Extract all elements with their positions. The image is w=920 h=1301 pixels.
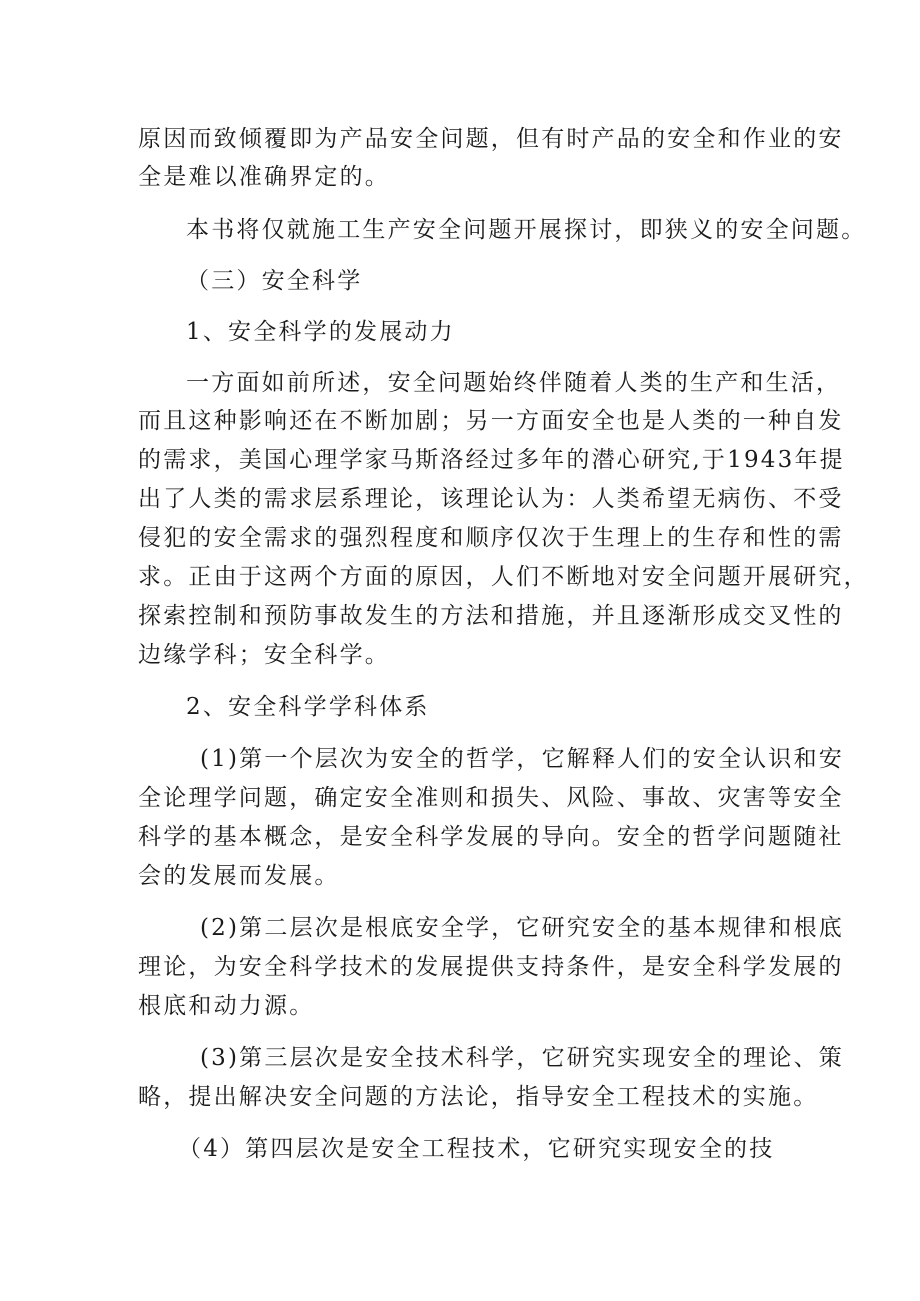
text-line: （4）第四层次是安全工程技术，它研究实现安全的技	[178, 1136, 775, 1162]
text-line: 探索控制和预防事故发生的方法和措施，并且逐渐形成交叉性的	[138, 603, 844, 629]
text-line: 本书将仅就施工生产安全问题开展探讨，即狭义的安全问题。	[186, 217, 867, 243]
text-line: 的需求，美国心理学家马斯洛经过多年的潜心研究,于1943年提	[138, 447, 845, 473]
text-line: 出了人类的需求层系理论，该理论认为：人类希望无病伤、不受	[138, 486, 844, 512]
text-line: 会的发展而发展。	[138, 863, 340, 889]
text-line: 全是难以准确界定的。	[138, 164, 390, 190]
text-line: 而且这种影响还在不断加剧；另一方面安全也是人类的一种自发	[138, 408, 844, 434]
section-heading: （三）安全科学	[186, 268, 363, 294]
text-line: (2)第二层次是根底安全学，它研究安全的基本规律和根底	[200, 915, 844, 941]
text-line: 根底和动力源。	[138, 993, 315, 1019]
text-line: 侵犯的安全需求的强烈程度和顺序仅次于生理上的生存和性的需	[138, 525, 844, 551]
text-line: 边缘学科；安全科学。	[138, 642, 390, 668]
text-line: (1)第一个层次为安全的哲学，它解释人们的安全认识和安	[200, 746, 844, 772]
text-line: (3)第三层次是安全技术科学，它研究实现安全的理论、策	[200, 1045, 844, 1071]
text-line: 原因而致倾覆即为产品安全问题，但有时产品的安全和作业的安	[138, 126, 844, 152]
text-line: 理论，为安全科学技术的发展提供支持条件，是安全科学发展的	[138, 954, 844, 980]
subsection-heading: 1、安全科学的发展动力	[186, 319, 455, 345]
text-line: 科学的基本概念，是安全科学发展的导向。安全的哲学问题随社	[138, 824, 844, 850]
text-line: 一方面如前所述，安全问题始终伴随着人类的生产和生活，	[186, 370, 842, 396]
text-line: 略，提出解决安全问题的方法论，指导安全工程技术的实施。	[138, 1084, 819, 1110]
text-line: 求。正由于这两个方面的原因，人们不断地对安全问题开展研究，	[138, 564, 869, 590]
text-line: 全论理学问题，确定安全准则和损失、风险、事故、灾害等安全	[138, 785, 844, 811]
subsection-heading: 2、安全科学学科体系	[186, 694, 430, 720]
